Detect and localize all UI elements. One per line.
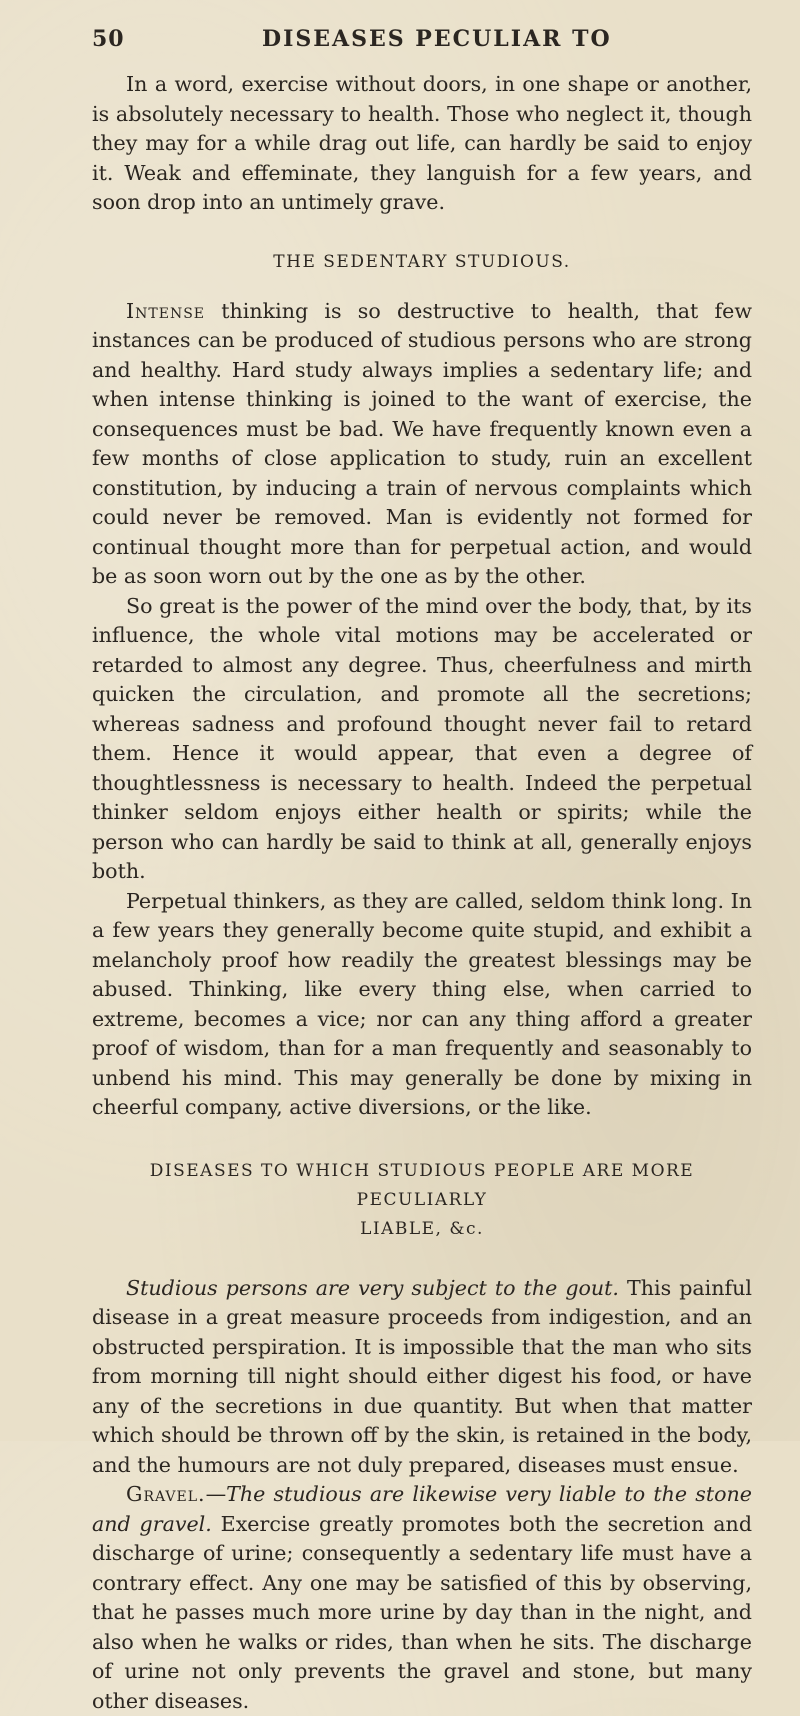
paragraph-gout [92,1274,752,1481]
lead-word: Gravel. [126,1482,206,1506]
section-heading-line: LIABLE, &c. [360,1218,484,1239]
opening-paragraph: In a word, exercise without doors, in one shape or another, is absolutely necessary to health. Those who neglect it, though they may for a while drag out life, can hardly be said to enjoy it. Weak and effeminate, they languish for a few years, and soon drop into an untimely grave. [92,72,752,214]
paragraph-text: This painful disease in a great measure proceeds from indigestion, and an obstructed perspiration. It is impossible that the man who sits from morning till night should either digest his food, or have any of the secretions in due quantity. But when that matter which should be thrown off by the skin, is retained in the body, and the humours are not duly prepared, diseases must ensue. [92,1275,752,1477]
section-heading-diseases-studious [92,1157,752,1244]
section-heading-sedentary-studious: THE SEDENTARY STUDIOUS. [273,251,571,272]
paragraph-perpetual-thinkers: Perpetual thinkers, as they are called, seldom think long. In a few years they generally become quite stupid, and exhibit a melancholy proof how readily the greatest blessings may be abused. Thinking, like every thing else, when carried to extreme, becomes a vice; nor can any thing afford a greater proof of wisdom, than for a man frequently and seasonably to unbend his mind. This may generally be done by mixing in cheerful company, active diversions, or the like. [92,888,752,1119]
paragraph-power-of-mind: So great is the power of the mind over the body, that, by its influence, the whole vital motions may be accelerated or retarded to almost any degree. Thus, cheerfulness and mirth quicken the circulation, and promote all the secretions; whereas sadness and profound thought never fail to retard them. Hence it would appear, that even a degree of thoughtlessness is necessary to health. Indeed the perpetual thinker seldom enjoys either health or spirits; while the person who can hardly be said to think at all, generally enjoys both. [92,593,752,883]
em-dash: — [205,1482,227,1506]
running-head [92,26,752,70]
page-number: 50 [92,26,125,52]
paragraph-text: Exercise greatly promotes both the secretion and discharge of urine; consequently a sedentary life must have a contrary effect. Any one may be satisfied of this by observing, that he passes much more urine by day than in the night, and also when he walks or rides, than when he sits. The discharge of urine not only prevents the gravel and stone, but many other diseases. [92,1511,753,1713]
lead-word: Intense [126,298,206,323]
paragraph-gravel [92,1480,752,1716]
italic-lead: The studious are likewise very liable to the stone and gravel. [92,1482,752,1536]
paragraph-text: thinking is so destructive to health, that few instances can be produced of studious persons who are strong and healthy. Hard study always implies a sedentary life; and when intense thinking is joined to the want of exercise, the consequences must be bad. We have frequently known even a few months of close application to study, ruin an excellent constitution, by inducing a train of nervous complaints which could never be removed. Man is evidently not formed for continual thought more than for perpetual action, and would be as soon worn out by the one as by the other. [92,298,752,588]
paragraph-intense-thinking [92,297,752,592]
running-title: DISEASES PECULIAR TO [262,26,612,52]
italic-lead: Studious persons are very subject to the gout. [126,1275,619,1300]
section-heading-line: DISEASES TO WHICH STUDIOUS PEOPLE ARE MORE PECULIARLY [149,1160,695,1210]
